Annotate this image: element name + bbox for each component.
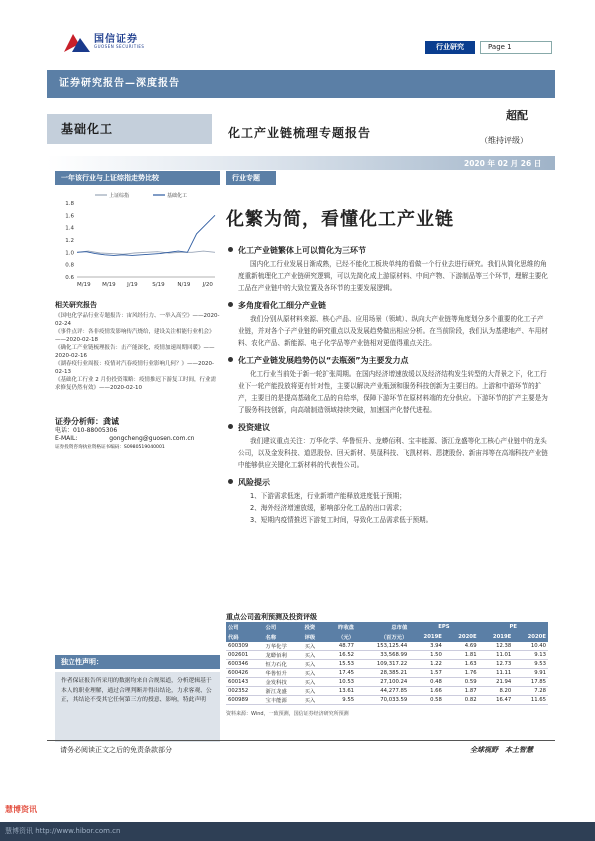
footer-divider bbox=[47, 740, 555, 741]
logo-subtitle: GUOSEN SECURITIES bbox=[94, 44, 145, 49]
table-cell: 1.81 bbox=[444, 651, 479, 660]
table-cell: 买入 bbox=[303, 642, 326, 651]
section-title: 多角度看化工细分产业链 bbox=[226, 300, 548, 311]
table-cell: 600143 bbox=[226, 678, 264, 687]
table-cell: 600309 bbox=[226, 642, 264, 651]
table-cell: 9.13 bbox=[513, 651, 548, 660]
rating: 超配 bbox=[506, 109, 528, 122]
related-item: 《事件点评：各非疫情发影响传汽烧给，建设关注相能行业机会》——2020-02-18 bbox=[55, 329, 215, 343]
table-row bbox=[226, 642, 548, 651]
footer-disclaimer-note: 请务必阅读正文之后的免责条款部分 bbox=[60, 746, 172, 754]
table-cell: 10.40 bbox=[513, 642, 548, 651]
table-cell: 28,385.21 bbox=[356, 669, 409, 678]
disclaimer-header: 独立性声明： bbox=[55, 655, 220, 669]
risk-item: 2、海外经济增速放缓，影响部分化工品的出口需求； bbox=[250, 504, 406, 512]
col-header: PE bbox=[479, 622, 548, 632]
section-body: 我们建议重点关注：万华化学、华鲁恒升、龙蟒佰利、宝丰能源、浙江龙盛等化工核心产业链中的龙头公司，以及金发科技、道恩股份、回天新材、昊晟科技、飞凯材料、恩捷股份、新宙邦等在高端科技产业链中能够供应关键化工新材料的代表性公司。 bbox=[238, 437, 548, 469]
table-cell: 0.48 bbox=[409, 678, 444, 687]
watermark-url: 慧博资讯 http://www.hibor.com.cn bbox=[5, 827, 121, 835]
col-header: （百万元） bbox=[356, 632, 409, 642]
table-cell: 44,277.85 bbox=[356, 687, 409, 696]
table-cell: 002352 bbox=[226, 687, 264, 696]
table-cell: 恒力石化 bbox=[264, 660, 303, 669]
section-title: 化工产业链繁体上可以简化为三环节 bbox=[226, 245, 548, 256]
table-cell: 12.73 bbox=[479, 660, 514, 669]
table-cell: 9.91 bbox=[513, 669, 548, 678]
report-banner: 证券研究报告—深度报告 bbox=[47, 70, 555, 98]
table-cell: 买入 bbox=[303, 669, 326, 678]
table-cell: 1.66 bbox=[409, 687, 444, 696]
y-tick-label: 1.6 bbox=[65, 213, 74, 220]
table-cell: 7.28 bbox=[513, 687, 548, 696]
table-cell: 华鲁恒升 bbox=[264, 669, 303, 678]
related-item: 《基础化工行业 2 月份投资策略：疫情推迟下游复工时间，行业需求修复仍然有效》——2020-02-10 bbox=[55, 377, 216, 391]
x-tick-label: S/19 bbox=[152, 282, 165, 288]
col-header: 总市值 bbox=[356, 622, 409, 632]
col-header: 2019E bbox=[409, 632, 444, 642]
logo-name: 国信证券 bbox=[94, 34, 138, 45]
table-cell: 002601 bbox=[226, 651, 264, 660]
table-cell: 11.11 bbox=[479, 669, 514, 678]
disclaimer-text: 作者保证报告所采用的数据均来自合规渠道，分析逻辑基于本人的职业理解，通过合理判断并得出结论，力求客观、公正，其结论不受其它任何第三方的授意、影响，特此声明 bbox=[55, 672, 220, 742]
section bbox=[226, 355, 548, 416]
table-row bbox=[226, 669, 548, 678]
risk-item: 3、短期内疫情推迟下游复工时间，导致化工品需求低于预期。 bbox=[250, 516, 433, 524]
x-tick-label: J/20 bbox=[202, 282, 213, 288]
related-item: 《国电化学品行业专题报告：宙风经行力、一举入高空》——2020-02-24 bbox=[55, 313, 220, 327]
section-title: 投资建议 bbox=[226, 422, 548, 433]
table-cell: 109,317.22 bbox=[356, 660, 409, 669]
section bbox=[226, 422, 548, 471]
section-body: 我们分别从原材料来源、核心产品、应用场景（领域）、纵向大产业链等角度划分多个重要的化工子产业链，并对各个子产业链的研究重点以及发展趋势做出相应分析。在当前阶段，我们认为基建地产、车用材料、农化产品、新能源、电子化学品等产业链相对更值得重点关注。 bbox=[238, 315, 548, 347]
table-title: 重点公司盈利预测及投资评级 bbox=[226, 613, 317, 621]
analyst-phone: 电话：010-88005306 bbox=[55, 426, 118, 434]
col-header: 2019E bbox=[479, 632, 514, 642]
table-cell: 13.61 bbox=[325, 687, 356, 696]
analyst-email[interactable]: gongcheng@guosen.com.cn bbox=[109, 435, 195, 442]
table-cell: 龙蟒佰利 bbox=[264, 651, 303, 660]
table-cell: 16.47 bbox=[479, 696, 514, 705]
table-cell: 0.82 bbox=[444, 696, 479, 705]
analyst-info bbox=[55, 418, 220, 452]
section-title: 化工产业链发展趋势仍以“去瓶颈”为主要发力点 bbox=[226, 355, 548, 366]
col-header: （元） bbox=[325, 632, 356, 642]
table-cell: 600989 bbox=[226, 696, 264, 705]
risk-title: 风险提示 bbox=[226, 477, 548, 488]
col-header: 代码 bbox=[226, 632, 264, 642]
table-cell: 买入 bbox=[303, 651, 326, 660]
section-body: 国内化工行业发展日渐成熟，已经不能化工板块单纯的看做一个行业去进行研究。我们从简化思维的角度重新梳理化工产业链研究逻辑，可以先简化成上游原材料、中间产物、下游制品等三个环节，理解主要化工品在产业链中的大致位置及各环节的主要发展逻辑。 bbox=[238, 260, 548, 292]
table-cell: 16.52 bbox=[325, 651, 356, 660]
legend-label: 基础化工 bbox=[167, 193, 188, 199]
analyst-cert: 证券投资咨询执业资格证书编码：S0980519040001 bbox=[55, 444, 165, 450]
table-cell: 12.38 bbox=[479, 642, 514, 651]
table-header-row bbox=[226, 622, 548, 632]
col-header: 2020E bbox=[513, 632, 548, 642]
y-tick-label: 0.6 bbox=[65, 275, 74, 281]
table-cell: 1.63 bbox=[444, 660, 479, 669]
table-header-row bbox=[226, 632, 548, 642]
table-cell: 33,568.99 bbox=[356, 651, 409, 660]
related-item: 《确化工产业链梳理报告：击产能深化，疫情加速周期回暖》——2020-02-16 bbox=[55, 345, 215, 359]
table-cell: 1.87 bbox=[444, 687, 479, 696]
x-tick-label: J/19 bbox=[127, 282, 138, 288]
col-header: 2020E bbox=[444, 632, 479, 642]
sector-name: 基础化工 bbox=[47, 114, 212, 144]
headline: 化繁为简，看懂化工产业链 bbox=[226, 209, 454, 230]
table-row bbox=[226, 678, 548, 687]
risk-section bbox=[226, 477, 548, 526]
trend-header: 一年该行业与上证综指走势比较 bbox=[55, 171, 220, 185]
report-date: 2020 年 02 月 26 日 bbox=[464, 159, 542, 168]
table-cell: 买入 bbox=[303, 687, 326, 696]
col-header: 评级 bbox=[303, 632, 326, 642]
col-header: 公司 bbox=[264, 622, 303, 632]
col-header: 昨收盘 bbox=[325, 622, 356, 632]
main-content bbox=[226, 245, 548, 532]
y-tick-label: 1.2 bbox=[65, 238, 74, 244]
table-row bbox=[226, 687, 548, 696]
table-cell: 600426 bbox=[226, 669, 264, 678]
table-cell: 1.22 bbox=[409, 660, 444, 669]
legend-label: 上证综指 bbox=[109, 193, 130, 199]
table-row bbox=[226, 660, 548, 669]
footer-slogan: 全球视野 本土智慧 bbox=[470, 746, 533, 754]
table-cell: 11.01 bbox=[479, 651, 514, 660]
table-cell: 0.59 bbox=[444, 678, 479, 687]
col-header: 公司 bbox=[226, 622, 264, 632]
related-title: 相关研究报告 bbox=[55, 301, 97, 309]
table-cell: 9.53 bbox=[513, 660, 548, 669]
table-row bbox=[226, 651, 548, 660]
table-source: 资料来源：Wind，一致预测，国信证券经济研究所预测 bbox=[226, 711, 349, 717]
email-label: E-MAIL: bbox=[55, 435, 78, 442]
related-reports bbox=[55, 300, 220, 392]
table-cell: 浙江龙盛 bbox=[264, 687, 303, 696]
col-header: EPS bbox=[409, 622, 478, 632]
x-tick-label: M/19 bbox=[77, 282, 91, 288]
report-title: 化工产业链梳理专题报告 bbox=[228, 126, 372, 140]
watermark-name: 慧博资讯 bbox=[5, 805, 37, 814]
page-number: Page 1 bbox=[480, 41, 552, 54]
table-cell: 70,033.59 bbox=[356, 696, 409, 705]
table-cell: 3.94 bbox=[409, 642, 444, 651]
table-cell: 1.50 bbox=[409, 651, 444, 660]
table-cell: 宝丰能源 bbox=[264, 696, 303, 705]
report-type-tag: 行业研究 bbox=[425, 41, 475, 54]
guosen-logo-icon bbox=[64, 30, 90, 52]
related-item: 《湖春疫行业周报：疫情对汽春疫情行业影响几何？》——2020-02-13 bbox=[55, 361, 214, 375]
table-cell: 金发科技 bbox=[264, 678, 303, 687]
col-header: 投资 bbox=[303, 622, 326, 632]
table-cell: 8.20 bbox=[479, 687, 514, 696]
table-cell: 17.45 bbox=[325, 669, 356, 678]
risk-item: 1、下游需求低迷，行业新增产能释放进度低于预期； bbox=[250, 492, 406, 500]
series-line bbox=[77, 215, 215, 255]
col-header: 名称 bbox=[264, 632, 303, 642]
section bbox=[226, 245, 548, 294]
forecast-table bbox=[226, 622, 548, 705]
x-tick-label: N/19 bbox=[177, 282, 191, 288]
table-cell: 买入 bbox=[303, 696, 326, 705]
table-cell: 买入 bbox=[303, 660, 326, 669]
table-cell: 11.65 bbox=[513, 696, 548, 705]
table-cell: 21.94 bbox=[479, 678, 514, 687]
x-tick-label: M/19 bbox=[102, 282, 116, 288]
table-cell: 600346 bbox=[226, 660, 264, 669]
table-cell: 1.76 bbox=[444, 669, 479, 678]
analyst-title: 证券分析师：龚诚 bbox=[55, 417, 119, 426]
table-cell: 15.53 bbox=[325, 660, 356, 669]
rating-note: （维持评级） bbox=[480, 136, 528, 145]
hot-topic-tag: 行业专题 bbox=[226, 171, 276, 185]
table-cell: 0.58 bbox=[409, 696, 444, 705]
table-cell: 买入 bbox=[303, 678, 326, 687]
table-row bbox=[226, 696, 548, 705]
y-tick-label: 1.0 bbox=[65, 250, 74, 257]
table-cell: 17.85 bbox=[513, 678, 548, 687]
y-tick-label: 0.8 bbox=[65, 262, 74, 269]
table-cell: 9.55 bbox=[325, 696, 356, 705]
section bbox=[226, 300, 548, 349]
table-cell: 10.53 bbox=[325, 678, 356, 687]
table-cell: 48.77 bbox=[325, 642, 356, 651]
table-cell: 万华化学 bbox=[264, 642, 303, 651]
table-cell: 4.69 bbox=[444, 642, 479, 651]
y-tick-label: 1.8 bbox=[65, 201, 74, 207]
trend-chart bbox=[55, 189, 220, 294]
table-cell: 1.57 bbox=[409, 669, 444, 678]
table-cell: 27,100.24 bbox=[356, 678, 409, 687]
y-tick-label: 1.4 bbox=[65, 225, 74, 232]
section-body: 化工行业当前处于新一轮扩张周期。在国内经济增速放缓以及经济结构发生转型的大背景之下，化工行业下一轮产能投放将更有针对性，主要以解决产业瓶颈和服务科技创新为主要目的。上游和中游环节的扩产，主要目的是提高基础化工品的自给率，保障下游环节在原材料端的充分供应。下游环节的扩产主要是为了服务科技创新，向高端制造领域持续突破，加速国产化替代进程。 bbox=[238, 370, 548, 414]
table-cell: 153,125.44 bbox=[356, 642, 409, 651]
